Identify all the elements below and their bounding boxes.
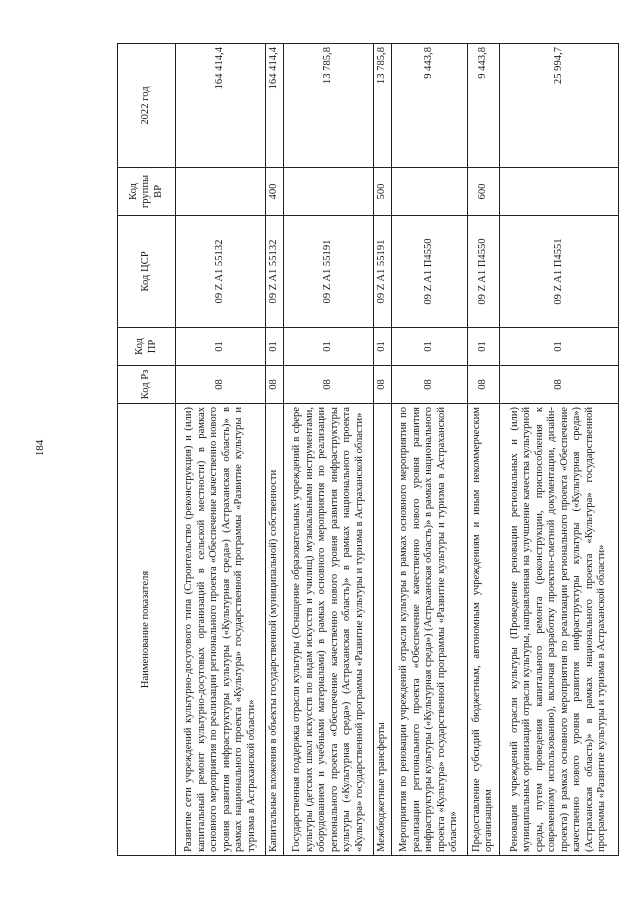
row-vr: 400	[266, 168, 284, 216]
row-rz: 08	[176, 366, 266, 404]
row-name: Предоставление субсидий бюджетным, автономным учреждениям и иным некоммерческим организациям	[467, 404, 499, 856]
header-csr: Код ЦСР	[118, 216, 176, 328]
rotated-table-wrapper	[117, 44, 619, 856]
row-csr: 09 Z A1 П4551	[499, 216, 618, 328]
row-csr: 09 Z A1 55132	[266, 216, 284, 328]
row-value: 13 785,8	[374, 44, 392, 168]
budget-table	[117, 43, 619, 856]
row-pr: 01	[266, 328, 284, 366]
row-name: Межбюджетные трансферты	[374, 404, 392, 856]
header-vr: Код группы ВР	[118, 168, 176, 216]
row-pr: 01	[283, 328, 373, 366]
row-pr: 01	[374, 328, 392, 366]
row-rz: 08	[391, 366, 467, 404]
row-pr: 01	[391, 328, 467, 366]
row-value: 13 785,8	[283, 44, 373, 168]
table-row	[467, 44, 499, 856]
header-year: 2022 год	[118, 44, 176, 168]
table-row	[283, 44, 373, 856]
row-csr: 09 Z A1 55132	[176, 216, 266, 328]
row-rz: 08	[499, 366, 618, 404]
header-name: Наименование показателя	[118, 404, 176, 856]
row-pr: 01	[176, 328, 266, 366]
table-row	[499, 44, 618, 856]
row-csr: 09 Z A1 55191	[283, 216, 373, 328]
row-value: 164 414,4	[176, 44, 266, 168]
header-rz: Код Рз	[118, 366, 176, 404]
table-row	[266, 44, 284, 856]
row-value: 9 443,8	[467, 44, 499, 168]
row-pr: 01	[467, 328, 499, 366]
row-rz: 08	[266, 366, 284, 404]
row-rz: 08	[283, 366, 373, 404]
table-row	[374, 44, 392, 856]
table-row	[391, 44, 467, 856]
row-name: Государственная поддержка отрасли культуры (Оснащение образовательных учреждений в сфере культуры (детских школ искусств по видам искусств и училищ) музыкальными инструментами, оборудованием и учебными материалами) в рамках основного мероприятия по реализации регионального проекта «Обеспечение качественно нового уровня развития инфраструктуры культуры («Культурная среда») (Астраханская область)» в рамках национального проекта «Культура» государственной программы «Развитие культуры и туризма в Астраханской области»	[283, 404, 373, 856]
row-rz: 08	[467, 366, 499, 404]
row-vr	[391, 168, 467, 216]
header-pr: Код ПР	[118, 328, 176, 366]
row-rz: 08	[374, 366, 392, 404]
row-value: 164 414,4	[266, 44, 284, 168]
page-number: 184	[34, 439, 46, 457]
row-vr	[283, 168, 373, 216]
row-vr	[499, 168, 618, 216]
row-csr: 09 Z A1 П4550	[467, 216, 499, 328]
row-name: Мероприятия по реновации учреждений отрасли культуры в рамках основного мероприятия по реализации регионального проекта «Обеспечение качественно нового уровня развития инфраструктуры культуры («Культурная среда») (Астраханская область)» в рамках национального проекта «Культура» государственной программы «Развитие культуры и туризма в Астраханской области»	[391, 404, 467, 856]
row-name: Реновация учреждений отрасли культуры (Проведение реновации региональных и (или) муниципальных организаций отрасли культуры, направленная на улучшение качества культурной среды, путем проведения капитального ремонта (реконструкции, приспособления к современному использованию), включая разработку проектно-сметной документации, дизайн-проекта) в рамках основного мероприятия по реализации регионального проекта «Обеспечение качественно нового уровня развития инфраструктуры культуры («Культурная среда») (Астраханская область)» в рамках национального проекта «Культура» государственной программы «Развитие культуры и туризма в Астраханской области»	[499, 404, 618, 856]
row-csr: 09 Z A1 55191	[374, 216, 392, 328]
row-name: Развитие сети учреждений культурно-досугового типа (Строительство (реконструкция) и (или) капитальный ремонт культурно-досуговых организаций в сельской местности) в рамках основного мероприятия по реализации регионального проекта «Обеспечение качественно нового уровня развития инфраструктуры культуры («Культурная среда») (Астраханская область)» в рамках национального проекта «Культура» государственной программы «Развитие культуры и туризма в Астраханской области»	[176, 404, 266, 856]
row-value: 25 994,7	[499, 44, 618, 168]
row-csr: 09 Z A1 П4550	[391, 216, 467, 328]
row-name: Капитальные вложения в объекты государственной (муниципальной) собственности	[266, 404, 284, 856]
table-row	[176, 44, 266, 856]
row-value: 9 443,8	[391, 44, 467, 168]
table-header-row	[118, 44, 176, 856]
row-vr: 600	[467, 168, 499, 216]
row-vr	[176, 168, 266, 216]
row-pr: 01	[499, 328, 618, 366]
row-vr: 500	[374, 168, 392, 216]
